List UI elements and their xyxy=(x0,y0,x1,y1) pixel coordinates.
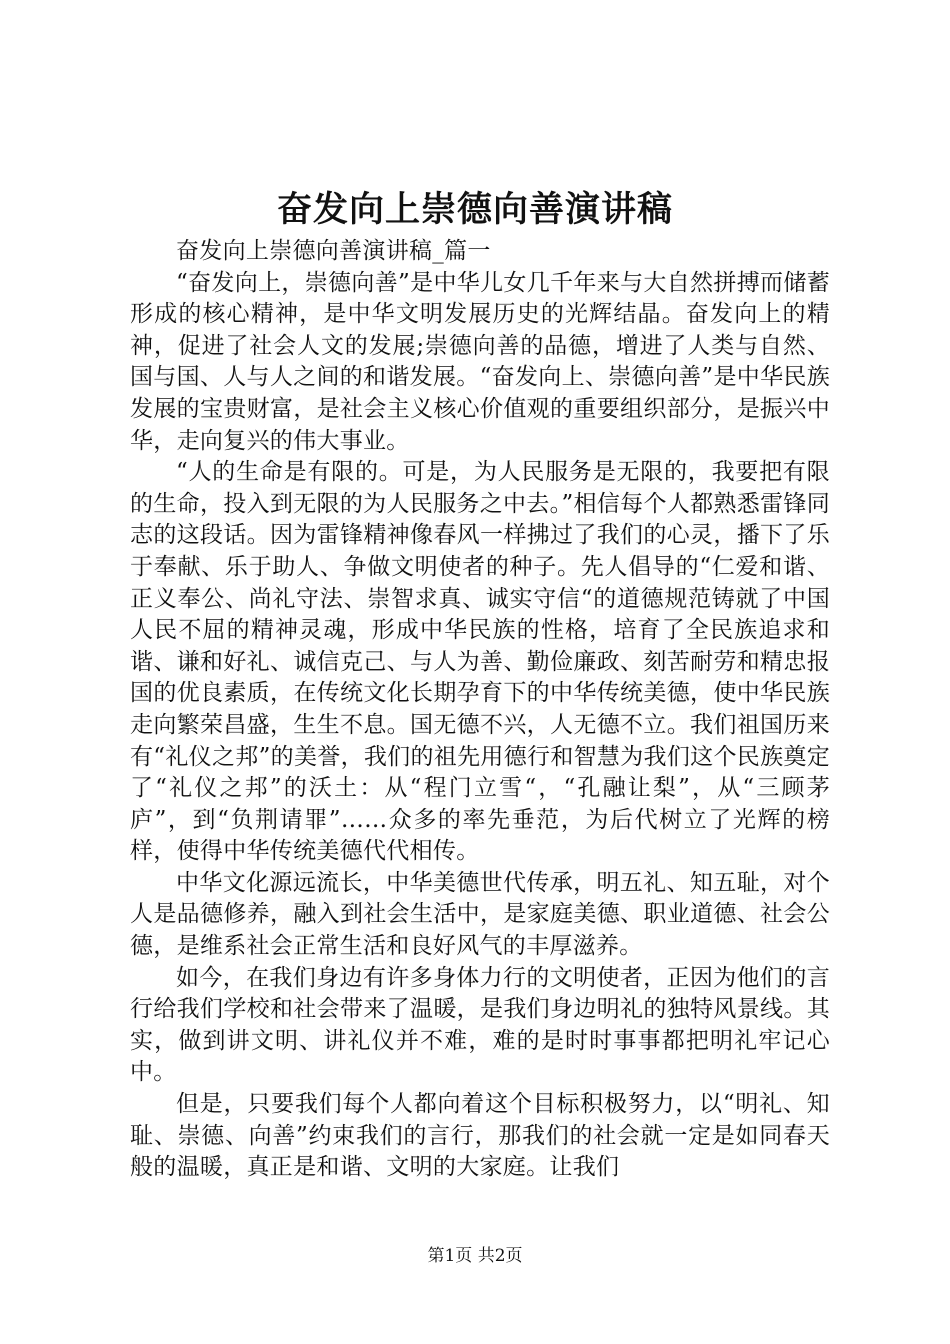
document-body xyxy=(130,236,830,1186)
body-paragraph-5: 但是，只要我们每个人都向着这个目标积极努力，以“明礼、知耻、崇德、向善”约束我们的言行，那我们的社会就一定是如同春天般的温暖，真正是和谐、文明的大家庭。让我们 xyxy=(130,1091,830,1181)
body-paragraph-1: “奋发向上，崇德向善”是中华儿女几千年来与大自然拼搏而储蓄形成的核心精神，是中华文明发展历史的光辉结晶。奋发向上的精神，促进了社会人文的发展;崇德向善的品德，增进了人类与自然、国与国、人与人之间的和谐发展。“奋发向上、崇德向善”是中华民族发展的宝贵财富，是社会主义核心价值观的重要组织部分，是振兴中华，走向复兴的伟大事业。 xyxy=(130,269,830,454)
section-heading: 奋发向上崇德向善演讲稿_篇一 xyxy=(176,238,491,264)
page-number-footer: 第1页 共2页 xyxy=(427,1246,523,1266)
document-title: 奋发向上崇德向善演讲稿 xyxy=(276,189,673,230)
body-paragraph-2: “人的生命是有限的。可是，为人民服务是无限的，我要把有限的生命，投入到无限的为人民服务之中去。”相信每个人都熟悉雷锋同志的这段话。因为雷锋精神像春风一样拂过了我们的心灵，播下了乐于奉献、乐于助人、争做文明使者的种子。先人倡导的“仁爱和谐、正义奉公、尚礼守法、崇智求真、诚实守信“的道德规范铸就了中国人民不屈的精神灵魂，形成中华民族的性格，培育了全民族追求和谐、谦和好礼、诚信克己、与人为善、勤俭廉政、刻苦耐劳和精忠报国的优良素质，在传统文化长期孕育下的中华传统美德，使中华民族走向繁荣昌盛，生生不息。国无德不兴，人无德不立。我们祖国历来有“礼仪之邦”的美誉，我们的祖先用德行和智慧为我们这个民族奠定了“礼仪之邦”的沃土：从“程门立雪“，“孔融让梨”，从“三顾茅庐”，到“负荆请罪”……众多的率先垂范，为后代树立了光辉的榜样，使得中华传统美德代代相传。 xyxy=(130,459,830,865)
body-paragraph-3: 中华文化源远流长，中华美德世代传承，明五礼、知五耻，对个人是品德修养，融入到社会生活中，是家庭美德、职业道德、社会公德，是维系社会正常生活和良好风气的丰厚滋养。 xyxy=(130,869,830,960)
body-paragraph-4: 如今，在我们身边有许多身体力行的文明使者，正因为他们的言行给我们学校和社会带来了温暖，是我们身边明礼的独特风景线。其实，做到讲文明、讲礼仪并不难，难的是时时事事都把明礼牢记心中。 xyxy=(130,964,830,1086)
